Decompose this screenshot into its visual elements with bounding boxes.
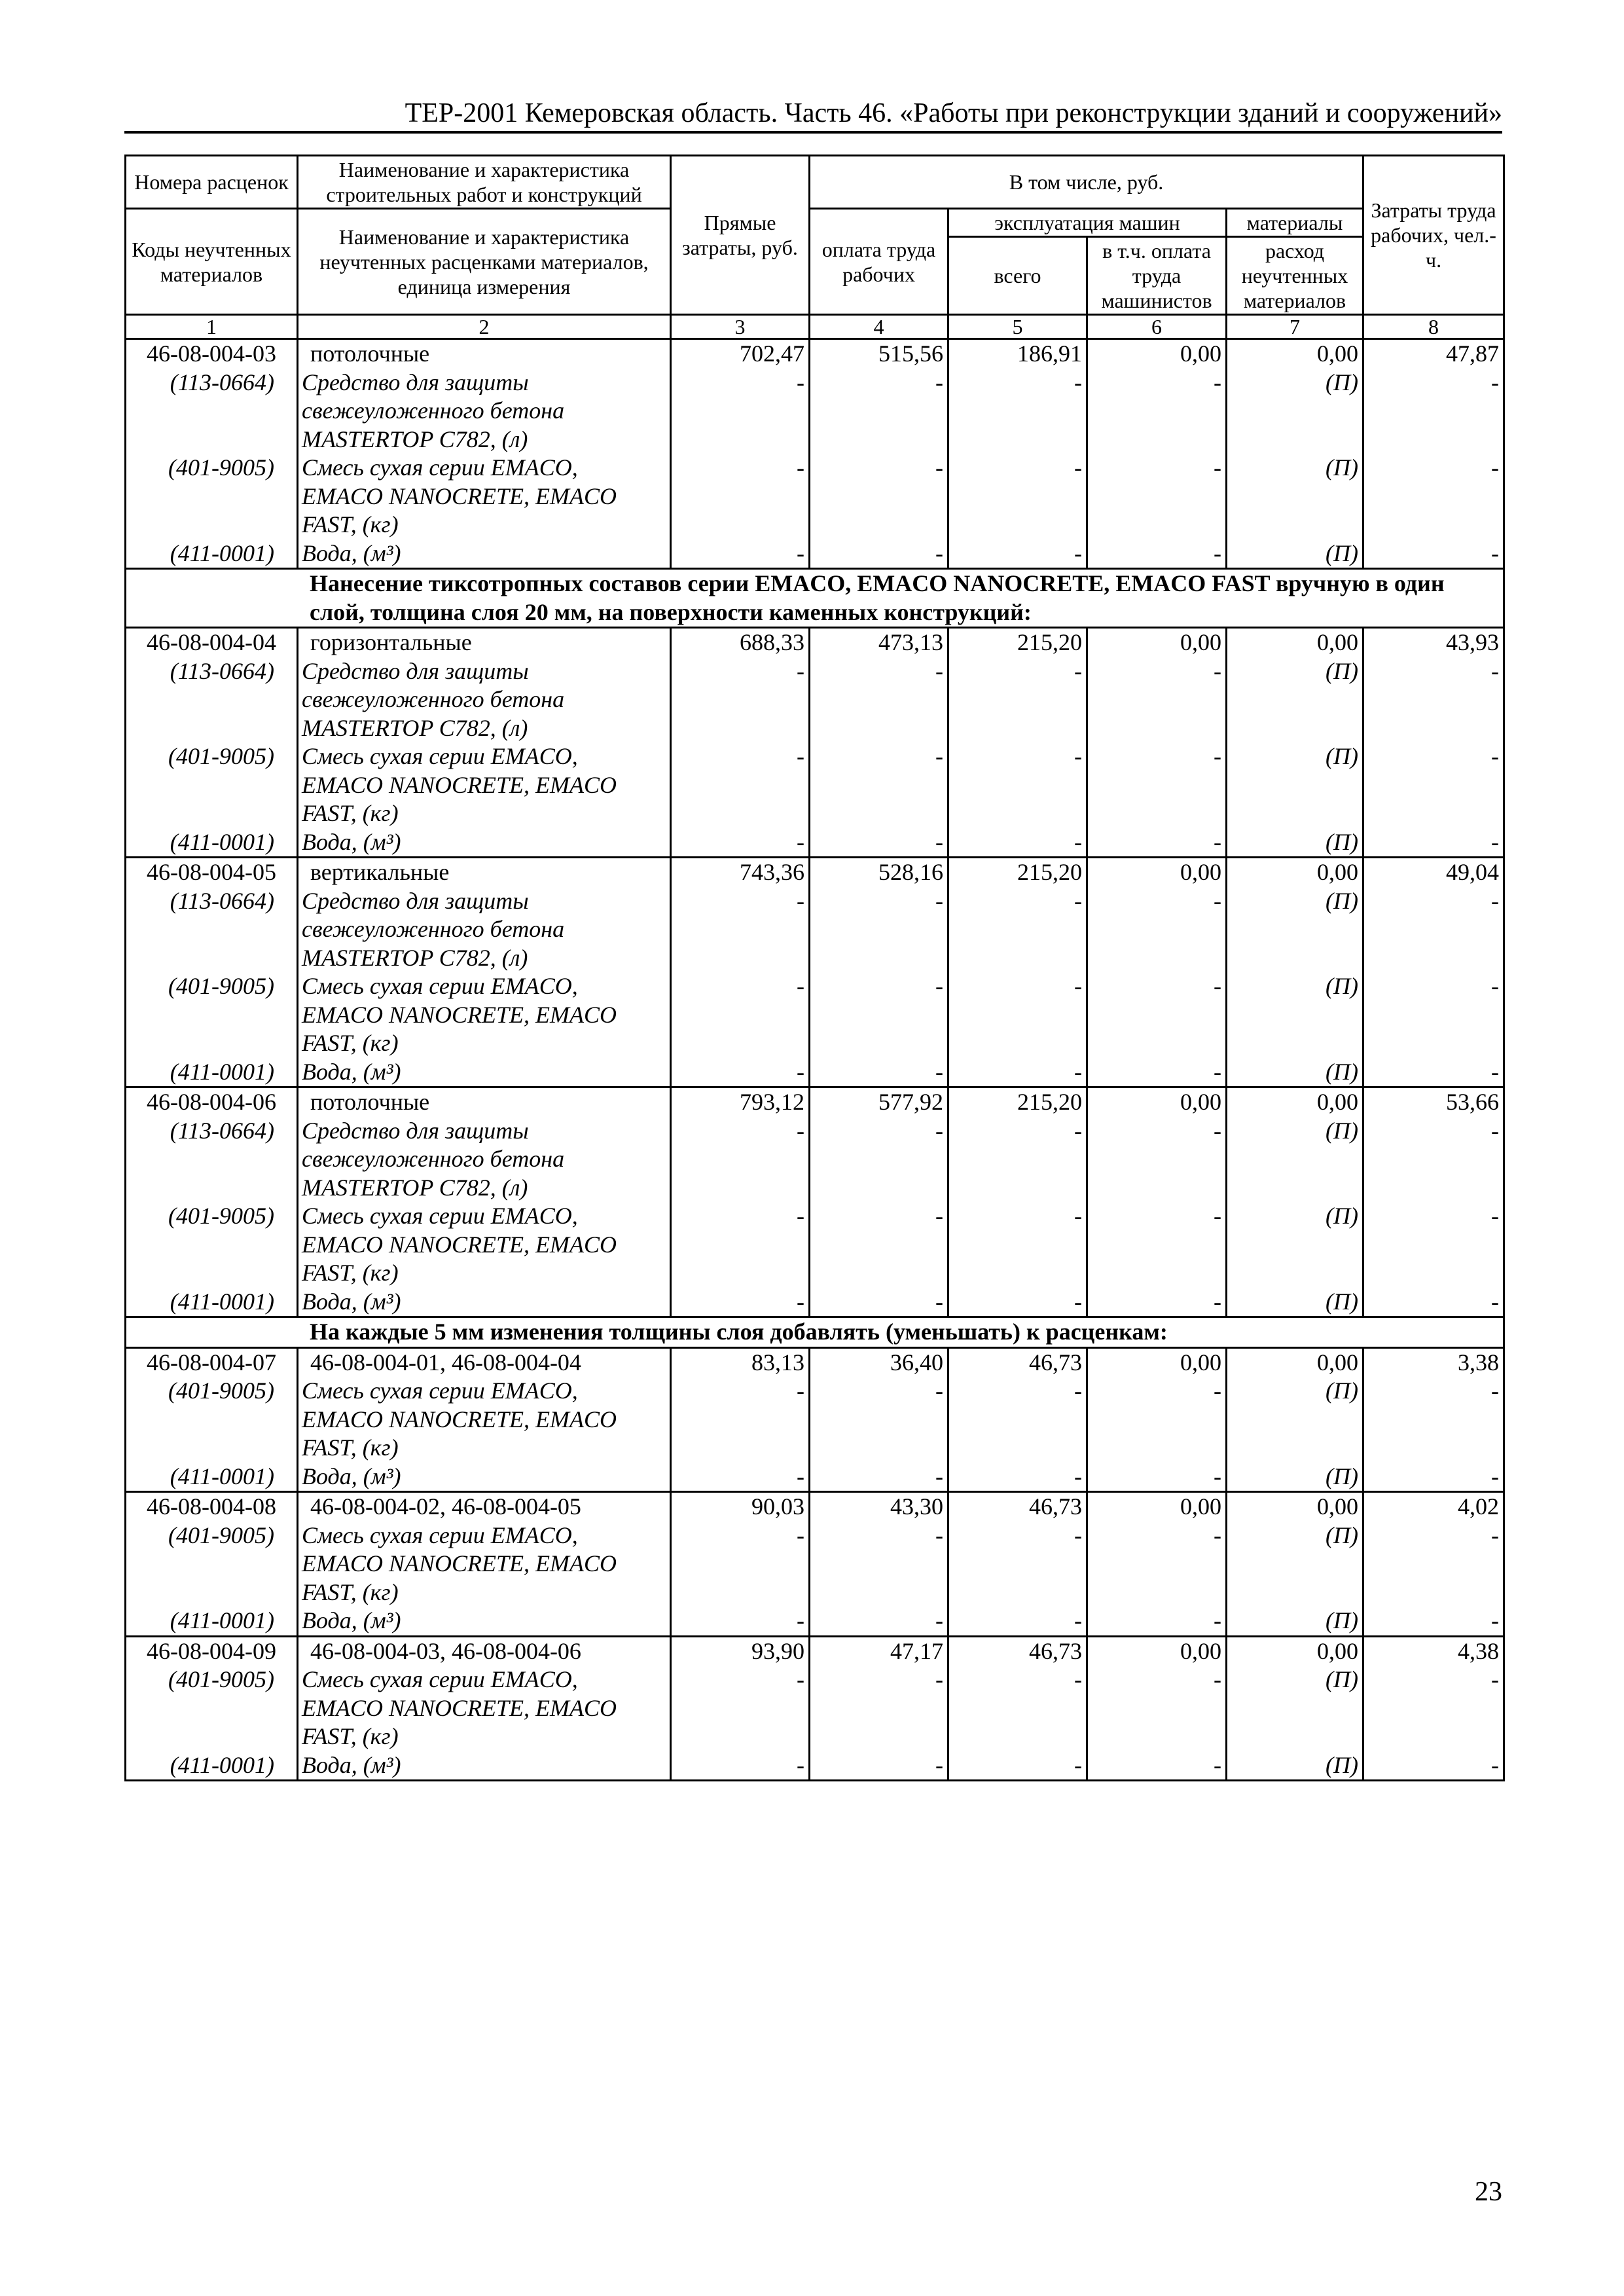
labor-costs-value: 43,93 — [1363, 628, 1504, 657]
materials-value: 0,00 — [1227, 339, 1363, 369]
material-name-line: Средство для защиты — [302, 657, 529, 684]
rate-code: 46-08-004-08 — [126, 1492, 298, 1522]
worker-pay-value: 577,92 — [810, 1087, 948, 1117]
material-cell: (П) — [1227, 1058, 1363, 1087]
machinist-pay-value: 0,00 — [1087, 1087, 1227, 1117]
column-number: 6 — [1087, 315, 1227, 339]
material-row — [126, 887, 1504, 973]
material-row — [126, 972, 1504, 1058]
material-name-line: Вода, (м³) — [302, 1607, 401, 1633]
table-header — [126, 156, 1504, 339]
header-rate-numbers: Номера расценок — [126, 156, 298, 209]
material-name — [298, 657, 671, 743]
material-name-line: Вода, (м³) — [302, 1058, 401, 1085]
material-name — [298, 454, 671, 539]
rate-row — [126, 1087, 1504, 1117]
rate-row — [126, 339, 1504, 369]
material-cell: - — [1363, 1463, 1504, 1492]
rate-name: горизонтальные — [298, 628, 671, 657]
column-number: 8 — [1363, 315, 1504, 339]
material-name — [298, 1751, 671, 1781]
rate-code: 46-08-004-09 — [126, 1636, 298, 1666]
material-cell: (П) — [1227, 828, 1363, 858]
material-cell: - — [1087, 1117, 1227, 1203]
material-cell: - — [1087, 828, 1227, 858]
materials-value: 0,00 — [1227, 1636, 1363, 1666]
material-cell: - — [810, 887, 948, 973]
header-direct-costs: Прямые затраты, руб. — [671, 156, 810, 315]
header-including: В том числе, руб. — [810, 156, 1363, 209]
material-row — [126, 1607, 1504, 1636]
header-materials: материалы — [1227, 209, 1363, 237]
material-cell: - — [1363, 657, 1504, 743]
material-code: (411-0001) — [126, 1463, 298, 1492]
material-cell: - — [948, 1058, 1087, 1087]
material-cell: - — [810, 657, 948, 743]
column-number: 7 — [1227, 315, 1363, 339]
material-cell: - — [948, 1377, 1087, 1463]
material-cell: - — [671, 828, 810, 858]
labor-costs-value: 49,04 — [1363, 858, 1504, 887]
material-name-line: Средство для защиты — [302, 369, 529, 395]
rate-row — [126, 1636, 1504, 1666]
material-name-line: EMACO NANOCRETE, EMACO — [302, 483, 617, 509]
section-heading: Нанесение тиксотропных составов серии EMACO, EMACO NANOCRETE, EMACO FAST вручную в один слой, толщина слоя 20 мм, на поверхности каменных конструкций: — [126, 569, 1504, 628]
running-header: ТЕР-2001 Кемеровская область. Часть 46. «Работы при реконструкции зданий и сооружений» — [405, 98, 1502, 128]
worker-pay-value: 43,30 — [810, 1492, 948, 1522]
material-row — [126, 742, 1504, 828]
material-cell: - — [810, 539, 948, 569]
machine-total-value: 186,91 — [948, 339, 1087, 369]
material-cell: - — [948, 1202, 1087, 1288]
material-cell: - — [671, 887, 810, 973]
material-cell: - — [1087, 454, 1227, 539]
material-cell: - — [810, 369, 948, 454]
material-cell: (П) — [1227, 1666, 1363, 1751]
material-cell: - — [810, 1666, 948, 1751]
material-name-line: EMACO NANOCRETE, EMACO — [302, 1694, 617, 1721]
material-cell: (П) — [1227, 887, 1363, 973]
material-cell: - — [1087, 1202, 1227, 1288]
column-number: 2 — [298, 315, 671, 339]
column-number: 5 — [948, 315, 1087, 339]
labor-costs-value: 4,02 — [1363, 1492, 1504, 1522]
material-cell: - — [1363, 1288, 1504, 1317]
material-row — [126, 1202, 1504, 1288]
material-code: (401-9005) — [126, 1202, 298, 1288]
material-cell: - — [671, 972, 810, 1058]
material-name-line: свежеуложенного бетона — [302, 397, 565, 424]
material-name — [298, 1377, 671, 1463]
material-name-line: Вода, (м³) — [302, 828, 401, 855]
material-code: (401-9005) — [126, 972, 298, 1058]
machine-total-value: 215,20 — [948, 858, 1087, 887]
material-row — [126, 369, 1504, 454]
material-name-line: EMACO NANOCRETE, EMACO — [302, 1231, 617, 1258]
worker-pay-value: 47,17 — [810, 1636, 948, 1666]
material-cell: - — [671, 1117, 810, 1203]
material-name — [298, 369, 671, 454]
header-unaccounted-materials: расход неучтенных материалов — [1227, 237, 1363, 315]
material-cell: - — [948, 369, 1087, 454]
material-cell: - — [948, 1666, 1087, 1751]
material-name-line: MASTERTOP C782, (л) — [302, 1174, 528, 1201]
column-numbers-row — [126, 315, 1504, 339]
machinist-pay-value: 0,00 — [1087, 339, 1227, 369]
material-cell: - — [671, 1522, 810, 1607]
rate-code: 46-08-004-07 — [126, 1347, 298, 1377]
material-code: (411-0001) — [126, 1288, 298, 1317]
material-cell: - — [948, 454, 1087, 539]
material-cell: (П) — [1227, 1751, 1363, 1781]
material-code: (411-0001) — [126, 1751, 298, 1781]
material-cell: (П) — [1227, 742, 1363, 828]
material-cell: - — [671, 1202, 810, 1288]
material-row — [126, 1522, 1504, 1607]
material-cell: - — [810, 1377, 948, 1463]
material-row — [126, 1377, 1504, 1463]
material-name — [298, 539, 671, 569]
material-cell: - — [1087, 1288, 1227, 1317]
material-cell: - — [1087, 657, 1227, 743]
material-cell: - — [810, 742, 948, 828]
worker-pay-value: 528,16 — [810, 858, 948, 887]
rate-name: 46-08-004-03, 46-08-004-06 — [298, 1636, 671, 1666]
material-name — [298, 1522, 671, 1607]
machine-total-value: 46,73 — [948, 1492, 1087, 1522]
material-cell: - — [1087, 742, 1227, 828]
material-cell: - — [671, 539, 810, 569]
material-name-line: EMACO NANOCRETE, EMACO — [302, 771, 617, 798]
material-name — [298, 1666, 671, 1751]
material-cell: - — [671, 1751, 810, 1781]
machinist-pay-value: 0,00 — [1087, 1347, 1227, 1377]
material-row — [126, 1463, 1504, 1492]
worker-pay-value: 36,40 — [810, 1347, 948, 1377]
material-cell: - — [948, 657, 1087, 743]
header-material-names: Наименование и характеристика неучтенных расценками материалов, единица измерения — [298, 209, 671, 315]
material-cell: - — [671, 657, 810, 743]
material-cell: - — [810, 1751, 948, 1781]
material-cell: - — [810, 1522, 948, 1607]
material-cell: - — [810, 1288, 948, 1317]
material-name-line: Вода, (м³) — [302, 1288, 401, 1315]
machinist-pay-value: 0,00 — [1087, 628, 1227, 657]
material-cell: - — [810, 1607, 948, 1636]
header-work-name: Наименование и характеристика строительных работ и конструкций — [298, 156, 671, 209]
machine-total-value: 46,73 — [948, 1636, 1087, 1666]
material-name-line: Смесь сухая серии EMACO, — [302, 973, 578, 999]
material-name-line: свежеуложенного бетона — [302, 686, 565, 712]
material-name — [298, 1607, 671, 1636]
material-cell: - — [1363, 1377, 1504, 1463]
material-cell: - — [1363, 1117, 1504, 1203]
material-name-line: FAST, (кг) — [302, 1434, 399, 1461]
material-cell: - — [1087, 1751, 1227, 1781]
material-cell: (П) — [1227, 972, 1363, 1058]
header-machine-total: всего — [948, 237, 1087, 315]
material-cell: (П) — [1227, 1202, 1363, 1288]
labor-costs-value: 3,38 — [1363, 1347, 1504, 1377]
material-cell: (П) — [1227, 1377, 1363, 1463]
rate-code: 46-08-004-03 — [126, 339, 298, 369]
direct-costs-value: 743,36 — [671, 858, 810, 887]
labor-costs-value: 53,66 — [1363, 1087, 1504, 1117]
material-name — [298, 1463, 671, 1492]
material-row — [126, 1751, 1504, 1781]
column-number: 3 — [671, 315, 810, 339]
header-machinist-pay: в т.ч. оплата труда машинистов — [1087, 237, 1227, 315]
material-cell: - — [671, 1666, 810, 1751]
material-name-line: FAST, (кг) — [302, 1723, 399, 1749]
material-cell: - — [1363, 1607, 1504, 1636]
material-cell: - — [1087, 1522, 1227, 1607]
material-cell: (П) — [1227, 1522, 1363, 1607]
material-cell: - — [948, 887, 1087, 973]
material-name-line: Смесь сухая серии EMACO, — [302, 1203, 578, 1229]
material-name-line: Смесь сухая серии EMACO, — [302, 1666, 578, 1692]
section-heading-row — [126, 1317, 1504, 1348]
material-code: (401-9005) — [126, 742, 298, 828]
machine-total-value: 215,20 — [948, 628, 1087, 657]
header-labor-costs: Затраты труда рабочих, чел.-ч. — [1363, 156, 1504, 315]
material-cell: - — [1363, 454, 1504, 539]
rate-row — [126, 628, 1504, 657]
material-row — [126, 828, 1504, 858]
material-cell: - — [948, 1522, 1087, 1607]
material-cell: - — [810, 1202, 948, 1288]
material-cell: - — [671, 742, 810, 828]
materials-value: 0,00 — [1227, 628, 1363, 657]
rate-name: потолочные — [298, 339, 671, 369]
material-row — [126, 1058, 1504, 1087]
material-name-line: EMACO NANOCRETE, EMACO — [302, 1001, 617, 1028]
rate-name: потолочные — [298, 1087, 671, 1117]
material-cell: - — [671, 1607, 810, 1636]
material-cell: - — [948, 1751, 1087, 1781]
material-cell: - — [810, 1117, 948, 1203]
machine-total-value: 215,20 — [948, 1087, 1087, 1117]
material-name-line: Смесь сухая серии EMACO, — [302, 1522, 578, 1548]
material-name — [298, 1288, 671, 1317]
material-name-line: Средство для защиты — [302, 887, 529, 914]
material-name-line: Средство для защиты — [302, 1117, 529, 1144]
material-cell: - — [1087, 1666, 1227, 1751]
material-cell: - — [671, 1463, 810, 1492]
rate-code: 46-08-004-05 — [126, 858, 298, 887]
material-cell: - — [1363, 1202, 1504, 1288]
material-cell: - — [1363, 369, 1504, 454]
materials-value: 0,00 — [1227, 1347, 1363, 1377]
material-name-line: Смесь сухая серии EMACO, — [302, 743, 578, 769]
section-heading-row — [126, 569, 1504, 628]
material-name-line: FAST, (кг) — [302, 1260, 399, 1286]
rate-code: 46-08-004-04 — [126, 628, 298, 657]
material-name-line: Смесь сухая серии EMACO, — [302, 1377, 578, 1404]
material-name — [298, 1058, 671, 1087]
material-code: (411-0001) — [126, 1607, 298, 1636]
material-cell: - — [948, 1288, 1087, 1317]
material-cell: (П) — [1227, 1288, 1363, 1317]
material-name-line: MASTERTOP C782, (л) — [302, 714, 528, 741]
direct-costs-value: 793,12 — [671, 1087, 810, 1117]
material-name — [298, 887, 671, 973]
header-worker-pay: оплата труда рабочих — [810, 209, 948, 315]
worker-pay-value: 473,13 — [810, 628, 948, 657]
material-row — [126, 1117, 1504, 1203]
material-row — [126, 1288, 1504, 1317]
material-cell: - — [671, 1288, 810, 1317]
direct-costs-value: 688,33 — [671, 628, 810, 657]
material-name-line: Вода, (м³) — [302, 539, 401, 566]
header-machine-operation: эксплуатация машин — [948, 209, 1227, 237]
material-cell: (П) — [1227, 454, 1363, 539]
material-code: (113-0664) — [126, 887, 298, 973]
material-cell: - — [948, 742, 1087, 828]
material-code: (113-0664) — [126, 1117, 298, 1203]
material-name — [298, 828, 671, 858]
material-cell: - — [810, 454, 948, 539]
material-cell: - — [810, 1058, 948, 1087]
material-code: (401-9005) — [126, 1666, 298, 1751]
material-name-line: Вода, (м³) — [302, 1751, 401, 1778]
material-cell: - — [1087, 369, 1227, 454]
material-name-line: EMACO NANOCRETE, EMACO — [302, 1406, 617, 1432]
material-cell: - — [1363, 1522, 1504, 1607]
column-number: 4 — [810, 315, 948, 339]
rate-row — [126, 858, 1504, 887]
material-cell: - — [948, 1117, 1087, 1203]
machine-total-value: 46,73 — [948, 1347, 1087, 1377]
material-code: (401-9005) — [126, 454, 298, 539]
material-cell: (П) — [1227, 1463, 1363, 1492]
material-cell: (П) — [1227, 369, 1363, 454]
machinist-pay-value: 0,00 — [1087, 1492, 1227, 1522]
material-cell: - — [810, 1463, 948, 1492]
material-cell: - — [948, 972, 1087, 1058]
material-name-line: EMACO NANOCRETE, EMACO — [302, 1550, 617, 1576]
page-number: 23 — [1475, 2177, 1502, 2207]
material-code: (401-9005) — [126, 1377, 298, 1463]
material-name-line: MASTERTOP C782, (л) — [302, 944, 528, 971]
section-heading: На каждые 5 мм изменения толщины слоя добавлять (уменьшать) к расценкам: — [126, 1317, 1504, 1348]
material-cell: (П) — [1227, 1117, 1363, 1203]
material-name-line: Смесь сухая серии EMACO, — [302, 454, 578, 481]
materials-value: 0,00 — [1227, 1087, 1363, 1117]
material-cell: - — [1363, 972, 1504, 1058]
material-cell: - — [1363, 539, 1504, 569]
material-cell: - — [948, 828, 1087, 858]
rate-row — [126, 1347, 1504, 1377]
material-cell: - — [810, 972, 948, 1058]
materials-value: 0,00 — [1227, 858, 1363, 887]
rate-row — [126, 1492, 1504, 1522]
material-cell: - — [671, 454, 810, 539]
material-row — [126, 454, 1504, 539]
material-name — [298, 972, 671, 1058]
direct-costs-value: 93,90 — [671, 1636, 810, 1666]
material-cell: - — [948, 539, 1087, 569]
material-name-line: MASTERTOP C782, (л) — [302, 426, 528, 452]
material-cell: - — [1363, 1751, 1504, 1781]
table-body — [126, 339, 1504, 1781]
material-name-line: FAST, (кг) — [302, 1578, 399, 1605]
material-name-line: FAST, (кг) — [302, 511, 399, 538]
material-name-line: свежеуложенного бетона — [302, 916, 565, 942]
material-code: (113-0664) — [126, 657, 298, 743]
material-row — [126, 539, 1504, 569]
header-material-codes: Коды неучтенных материалов — [126, 209, 298, 315]
material-cell: - — [671, 1058, 810, 1087]
column-number: 1 — [126, 315, 298, 339]
material-name-line: Вода, (м³) — [302, 1463, 401, 1489]
material-cell: - — [1087, 887, 1227, 973]
material-code: (113-0664) — [126, 369, 298, 454]
material-name-line: FAST, (кг) — [302, 1030, 399, 1056]
rate-name: 46-08-004-01, 46-08-004-04 — [298, 1347, 671, 1377]
direct-costs-value: 702,47 — [671, 339, 810, 369]
rate-name: 46-08-004-02, 46-08-004-05 — [298, 1492, 671, 1522]
material-cell: - — [1087, 539, 1227, 569]
rate-code: 46-08-004-06 — [126, 1087, 298, 1117]
material-cell: - — [1363, 887, 1504, 973]
material-cell: - — [671, 369, 810, 454]
material-cell: - — [1087, 972, 1227, 1058]
machinist-pay-value: 0,00 — [1087, 1636, 1227, 1666]
material-cell: - — [1087, 1463, 1227, 1492]
material-cell: - — [1363, 742, 1504, 828]
labor-costs-value: 4,38 — [1363, 1636, 1504, 1666]
machinist-pay-value: 0,00 — [1087, 858, 1227, 887]
header-rule — [124, 131, 1502, 134]
material-cell: - — [1363, 1666, 1504, 1751]
material-code: (411-0001) — [126, 828, 298, 858]
material-name-line: FAST, (кг) — [302, 800, 399, 826]
material-cell: - — [1087, 1058, 1227, 1087]
material-name — [298, 1202, 671, 1288]
material-cell: - — [810, 828, 948, 858]
material-name-line: свежеуложенного бетона — [302, 1146, 565, 1172]
materials-value: 0,00 — [1227, 1492, 1363, 1522]
rates-table — [124, 155, 1505, 1781]
material-code: (411-0001) — [126, 539, 298, 569]
material-row — [126, 657, 1504, 743]
material-cell: - — [671, 1377, 810, 1463]
labor-costs-value: 47,87 — [1363, 339, 1504, 369]
material-cell: (П) — [1227, 657, 1363, 743]
worker-pay-value: 515,56 — [810, 339, 948, 369]
material-cell: - — [1363, 828, 1504, 858]
material-name — [298, 1117, 671, 1203]
material-cell: - — [948, 1607, 1087, 1636]
material-cell: - — [1087, 1607, 1227, 1636]
material-code: (401-9005) — [126, 1522, 298, 1607]
material-cell: (П) — [1227, 539, 1363, 569]
material-cell: - — [1087, 1377, 1227, 1463]
direct-costs-value: 83,13 — [671, 1347, 810, 1377]
material-cell: - — [1363, 1058, 1504, 1087]
material-name — [298, 742, 671, 828]
material-cell: (П) — [1227, 1607, 1363, 1636]
material-cell: - — [948, 1463, 1087, 1492]
material-row — [126, 1666, 1504, 1751]
direct-costs-value: 90,03 — [671, 1492, 810, 1522]
rate-name: вертикальные — [298, 858, 671, 887]
material-code: (411-0001) — [126, 1058, 298, 1087]
